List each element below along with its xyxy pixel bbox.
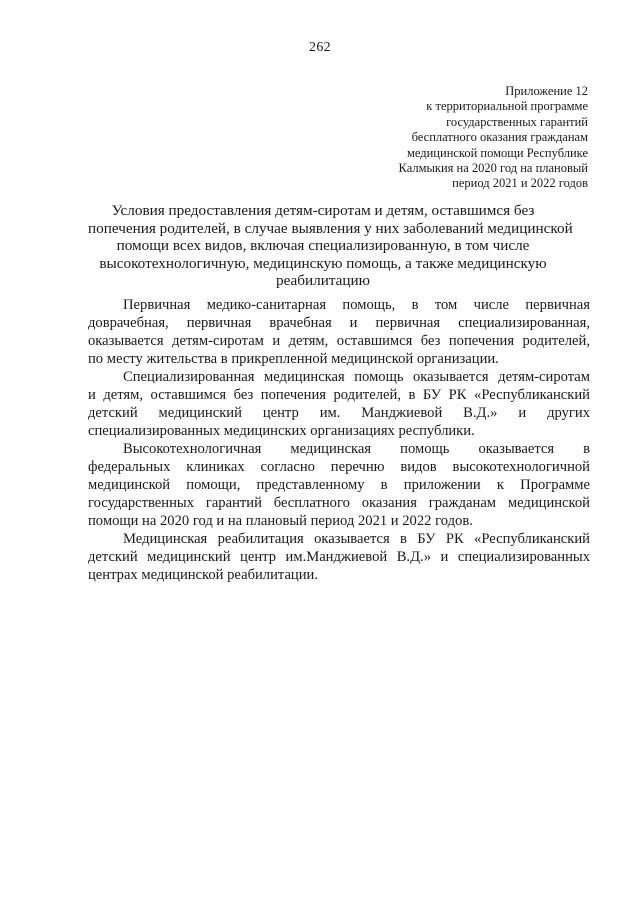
document-body — [88, 296, 590, 584]
appendix-header — [328, 84, 588, 192]
paragraph-line: доврачебная, первичная врачебная и первичная специализированная, — [88, 315, 590, 331]
paragraph-line: Первичная медико-санитарная помощь, в том числе первичная — [123, 297, 590, 313]
paragraph-line: центрах медицинской реабилитации. — [88, 567, 319, 583]
title-line: попечения родителей, в случае выявления у них заболеваний медицинской — [88, 219, 573, 237]
appendix-line: медицинской помощи Республике — [406, 145, 588, 160]
page-number: 262 — [309, 40, 331, 55]
paragraph-line: специализированных медицинских организациях республики. — [88, 423, 475, 439]
paragraph-line: по месту жительства в прикрепленной медицинской организации. — [88, 351, 499, 367]
paragraph-line: медицинской помощи, представленному в приложении к Программе — [88, 477, 590, 493]
paragraph-line: детский медицинский центр им.Манджиевой В.Д.» и специализированных — [88, 549, 590, 565]
paragraph-rehabilitation — [88, 530, 590, 584]
paragraph-line: государственных гарантий бесплатного оказания гражданам медицинской — [88, 495, 590, 511]
document-title — [88, 202, 573, 290]
paragraph-line: и детям, оставшимся без попечения родителей, в БУ РК «Республиканский — [88, 387, 590, 403]
appendix-line: государственных гарантий — [446, 114, 588, 129]
paragraph-line: Высокотехнологичная медицинская помощь оказывается в — [123, 441, 590, 457]
paragraph-line: Медицинская реабилитация оказывается в БУ РК «Республиканский — [123, 531, 590, 547]
paragraph-line: детский медицинский центр им. Манджиевой В.Д.» и других — [88, 405, 590, 421]
title-line: реабилитацию — [276, 272, 370, 290]
paragraph-line: помощи на 2020 год и на плановый период 2021 и 2022 годов. — [88, 513, 473, 529]
appendix-line: к территориальной программе — [426, 99, 588, 114]
appendix-line: бесплатного оказания гражданам — [411, 130, 588, 145]
paragraph-high-tech-care — [88, 440, 590, 530]
paragraph-line: Специализированная медицинская помощь оказывается детям-сиротам — [123, 369, 590, 385]
title-line: высокотехнологичную, медицинскую помощь, а также медицинскую — [99, 254, 547, 272]
paragraph-line: оказывается детям-сиротам и детям, оставшимся без попечения родителей, — [88, 333, 590, 349]
appendix-line: Калмыкия на 2020 год на плановый — [398, 161, 588, 176]
title-line: помощи всех видов, включая специализированную, в том числе — [116, 237, 530, 255]
appendix-line: период 2021 и 2022 годов — [452, 176, 588, 191]
paragraph-specialized-care — [88, 368, 590, 440]
paragraph-primary-care — [88, 296, 590, 368]
paragraph-line: федеральных клиниках согласно перечню видов высокотехнологичной — [88, 459, 590, 475]
appendix-line: Приложение 12 — [505, 84, 588, 98]
title-line: Условия предоставления детям-сиротам и детям, оставшимся без — [111, 202, 535, 219]
